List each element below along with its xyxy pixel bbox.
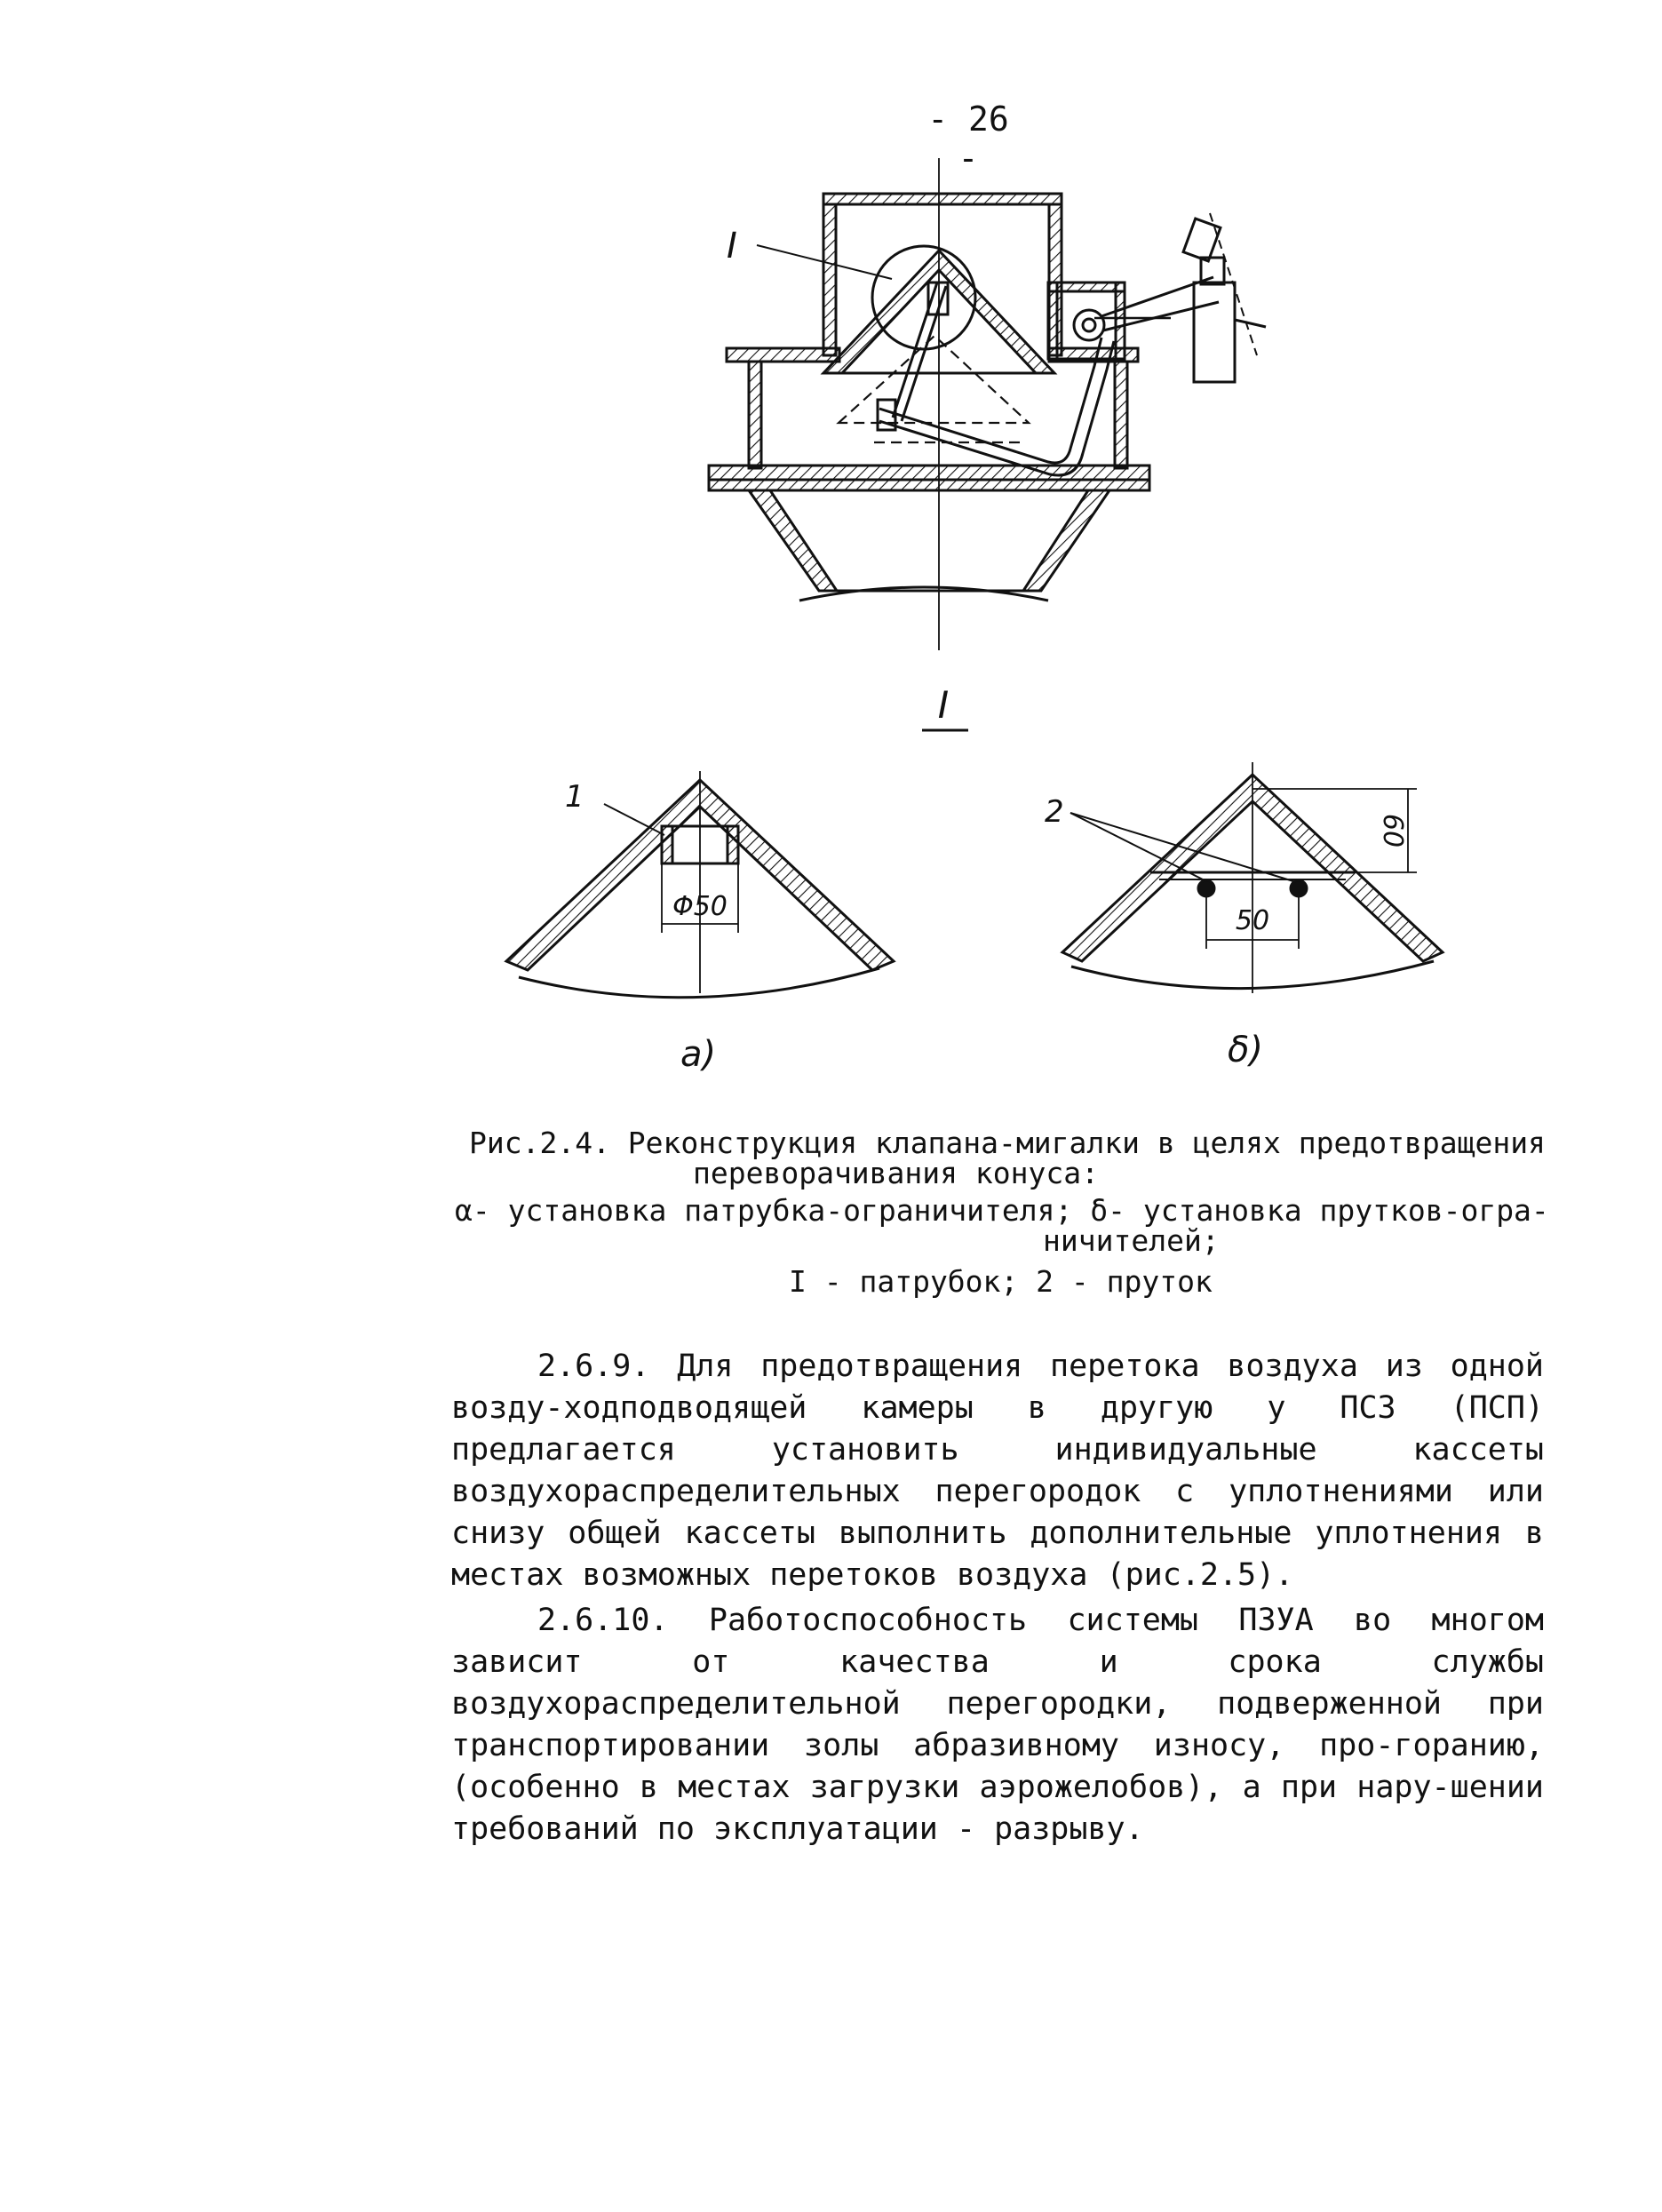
caption-line-4: ничителей; (1043, 1223, 1220, 1258)
detail-b-callout: 2 (1045, 794, 1064, 830)
detail-a-label: a) (680, 1034, 717, 1075)
caption-line-2: переворачивания конуса: (693, 1156, 1099, 1190)
page-number: - 26 - (927, 99, 1009, 178)
detail-b-height-dimension: 60 (1377, 813, 1408, 848)
detail-title: I (937, 683, 950, 727)
main-callout-I: I (727, 226, 737, 267)
detail-b-drawing (1062, 762, 1443, 993)
paragraph-2-6-9: 2.6.9. Для предотвращения перетока воздуха из одной возду-ходподводящей камеры в другую у ПСЗ (ПСП) предлагается установить индивидуальные кассеты воздухораспределительных перегородок с уплотнениями или снизу общей кассеты выполнить дополнительные уплотнения в местах возможных перетоков воздуха (рис.2.5). (451, 1349, 1544, 1593)
detail-a-callout: 1 (565, 779, 584, 815)
caption-line-1: Рис.2.4. Реконструкция клапана-мигалки в целях предотвращения (469, 1126, 1546, 1160)
body-text (451, 1346, 1544, 1850)
detail-b-label: δ) (1227, 1030, 1264, 1070)
detail-a-diameter: Φ50 (672, 891, 728, 922)
detail-b-width-dimension: 50 (1235, 905, 1270, 936)
paragraph-2-6-10: 2.6.10. Работоспособность системы ПЗУА во многом зависит от качества и срока службы воздухораспределительной перегородки, подверженной при транспортировании золы абразивному износу, про-горанию, (особенно в местах загрузки аэрожелобов), а при нару-шении требований по эксплуатации - разрыву. (451, 1603, 1544, 1847)
caption-line-5: I - патрубок; 2 - пруток (789, 1264, 1213, 1299)
caption-line-3: α- установка патрубка-ограничителя; δ- установка прутков-огра- (455, 1193, 1549, 1228)
valve-assembly-drawing (709, 158, 1266, 650)
